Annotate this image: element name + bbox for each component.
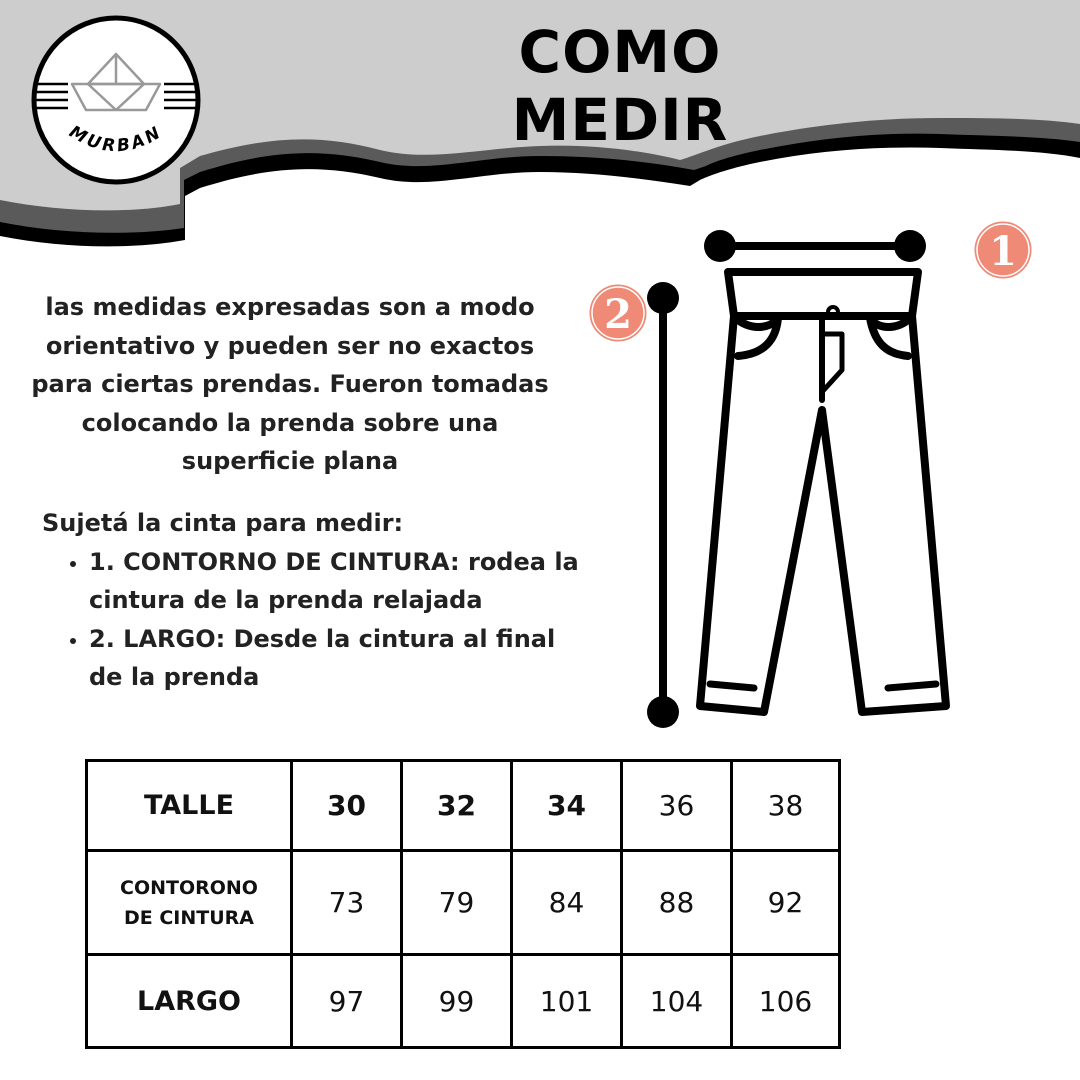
table-cell: 79 [402, 851, 512, 955]
badge-2 [588, 283, 648, 343]
badge-1-label: 1 [989, 228, 1017, 275]
list-item [89, 620, 602, 697]
instructions-list [42, 543, 602, 697]
row-label-line: DE CINTURA [123, 906, 254, 929]
instructions-heading: Sujetá la cinta para medir: [42, 509, 404, 537]
table-cell: 92 [732, 851, 840, 955]
row-label-largo: LARGO [87, 955, 292, 1048]
table-row [87, 761, 840, 851]
row-label-contorno [87, 851, 292, 955]
measurement-diagram [580, 210, 1060, 740]
list-item [89, 543, 602, 620]
intro-line: colocando la prenda sobre una [81, 408, 499, 437]
list-item-line: 2. LARGO: Desde la cintura al final [89, 624, 556, 653]
table-cell: 32 [402, 761, 512, 851]
table-row [87, 955, 840, 1048]
page-title: COMO MEDIR [511, 18, 729, 154]
intro-paragraph [20, 288, 560, 481]
table-cell: 101 [512, 955, 622, 1048]
table-cell: 84 [512, 851, 622, 955]
badge-2-label: 2 [604, 291, 632, 338]
length-measure-line [647, 282, 679, 728]
size-table [85, 759, 841, 1049]
intro-line: orientativo y pueden ser no exactos [45, 331, 535, 360]
table-cell: 97 [292, 955, 402, 1048]
logo-text: MURBAN [65, 121, 167, 157]
table-cell: 73 [292, 851, 402, 955]
brand-logo [28, 12, 204, 188]
table-cell: 99 [402, 955, 512, 1048]
jeans-icon [700, 272, 946, 712]
waist-measure-line [704, 230, 926, 262]
table-cell: 30 [292, 761, 402, 851]
row-label-line: CONTORONO [120, 876, 258, 899]
list-item-line: 1. CONTORNO DE CINTURA: rodea la [89, 547, 579, 576]
instructions [42, 504, 602, 697]
table-cell: 36 [622, 761, 732, 851]
table-cell: 104 [622, 955, 732, 1048]
table-cell: 38 [732, 761, 840, 851]
badge-1 [973, 220, 1033, 280]
list-item-line: de la prenda [89, 663, 260, 691]
row-label-talle: TALLE [87, 761, 292, 851]
intro-line: las medidas expresadas son a modo [45, 293, 535, 321]
table-cell: 88 [622, 851, 732, 955]
intro-line: para ciertas prendas. Fueron tomadas [31, 370, 549, 398]
table-row [87, 851, 840, 955]
table-cell: 34 [512, 761, 622, 851]
list-item-line: cintura de la prenda relajada [89, 586, 483, 614]
table-cell: 106 [732, 955, 840, 1048]
intro-line: superficie plana [181, 447, 399, 475]
